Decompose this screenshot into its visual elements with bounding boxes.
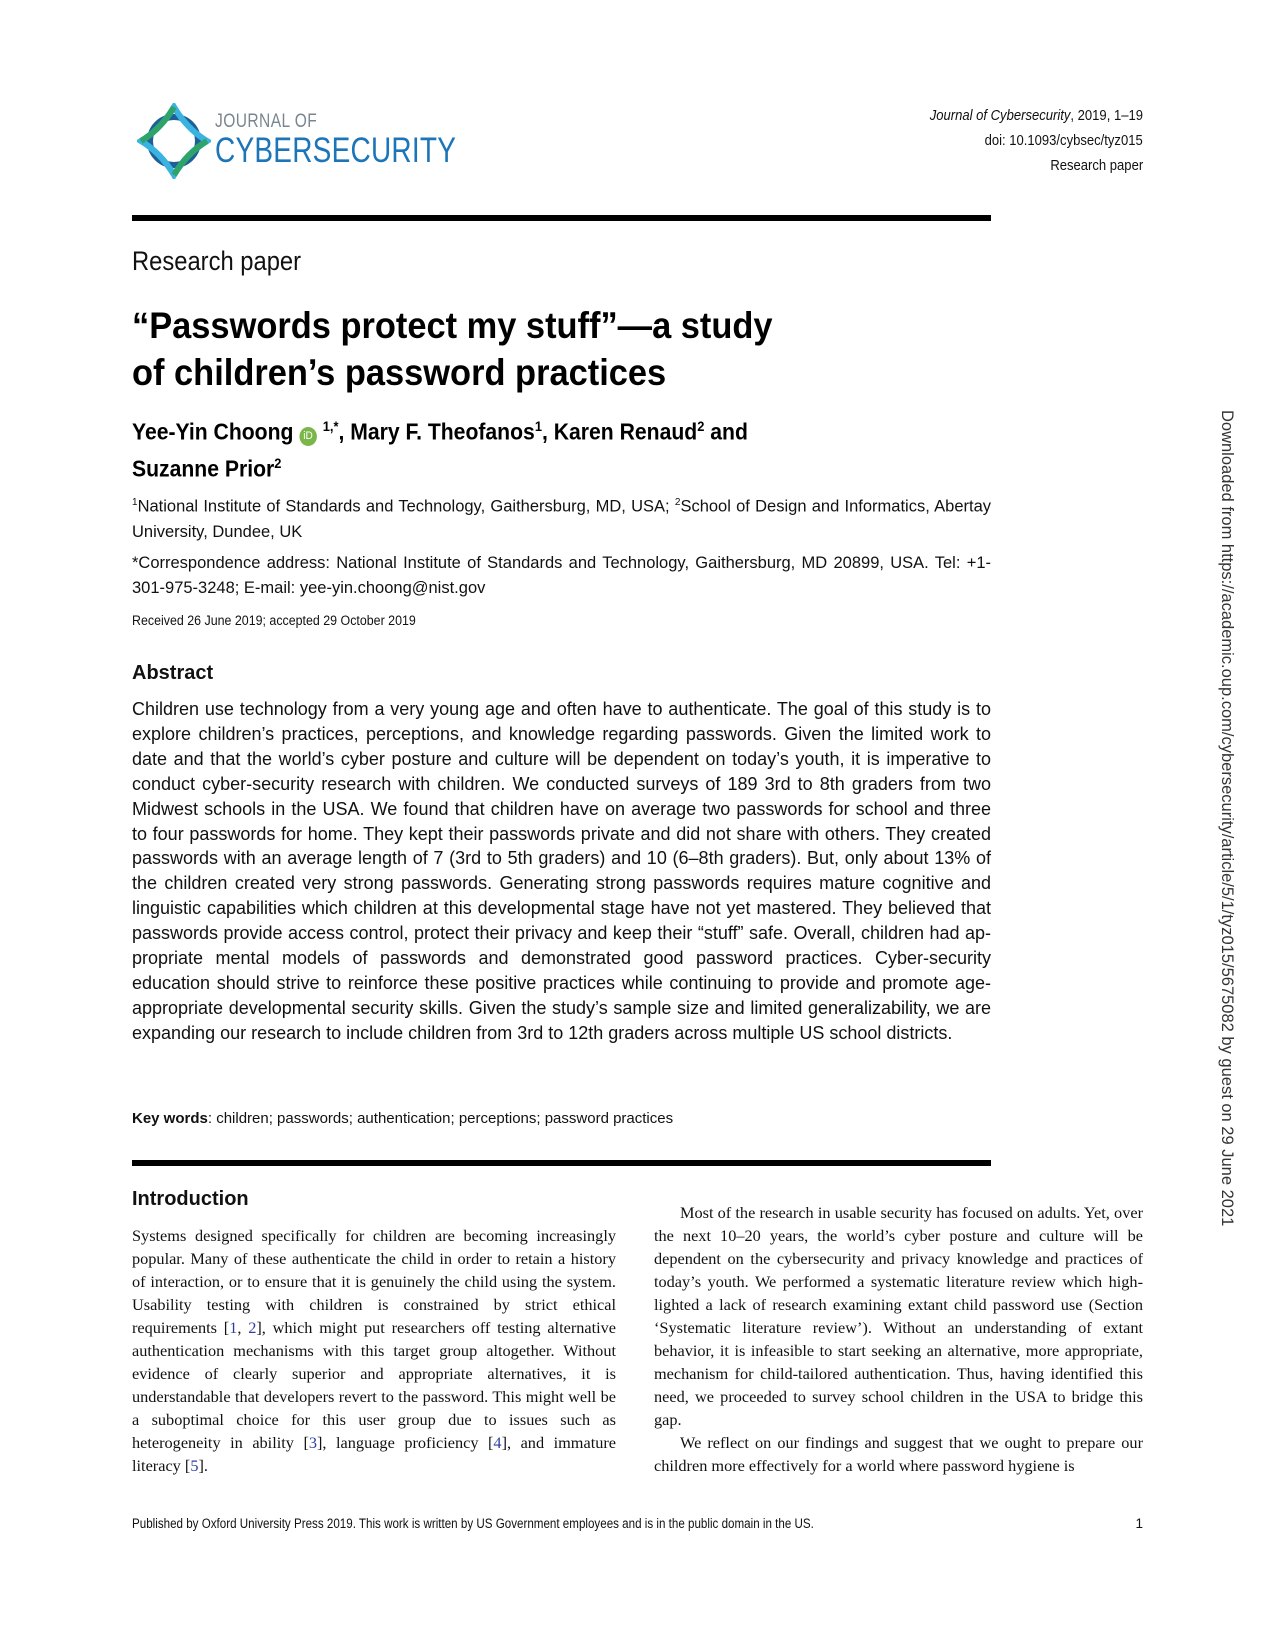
text-run: Systems designed specifically for children are becoming increasingly popular. Many of these authenticate the child in order to retain a history of interaction, or to ensure that it is genuinely the child using the system. Usability testing with children is constrained by strict ethical requirements [ bbox=[132, 1226, 616, 1337]
author-name: Karen Renaud bbox=[553, 418, 698, 445]
intro-paragraph bbox=[132, 1224, 616, 1477]
received-dates: Received 26 June 2019; accepted 29 October 2019 bbox=[132, 613, 416, 628]
orcid-icon[interactable]: iD bbox=[299, 427, 316, 446]
keywords-list: : children; passwords; authentication; perceptions; password practices bbox=[207, 1110, 674, 1127]
affiliations bbox=[132, 490, 991, 545]
download-watermark: Downloaded from https://academic.oup.com/cybersecurity/article/5/1/tyz015/5675082 by guest on 29 June 2021 bbox=[1218, 410, 1236, 1227]
keywords bbox=[132, 1110, 673, 1127]
affiliation-2: School of Design and Informatics, Abertay University, Dundee, UK bbox=[132, 497, 992, 541]
abstract-rule bbox=[132, 1160, 991, 1166]
citation-link[interactable]: 2 bbox=[248, 1318, 257, 1337]
author-name: Mary F. Theofanos bbox=[350, 418, 535, 445]
article-type-header: Research paper bbox=[1050, 158, 1143, 174]
abstract-heading: Abstract bbox=[132, 662, 214, 684]
author-list bbox=[132, 411, 960, 484]
intro-paragraph: Most of the research in usable security has focused on adults. Yet, over the next 10–20 years, the world’s cyber posture and culture will be dependent on the cybersecurity and privacy knowledge and practices of today’s youth. We performed a systematic literature review which high-lighted a lack of research examining extant child password use (Section ‘Systematic literature review’). Without an understanding of extant behavior, it is infeasible to start seeking an alternative, more appropriate, mechanism for child-tailored authentication. Thus, having identified this need, we proceeded to survey school children in the USA to bridge this gap. bbox=[654, 1203, 1143, 1429]
footer-publisher-note: Published by Oxford University Press 2019. This work is written by US Government employees and is in the public domain in the US. bbox=[132, 1516, 814, 1531]
author-and: and bbox=[704, 418, 748, 445]
logo-line1: JOURNAL OF bbox=[215, 111, 318, 132]
doi[interactable]: doi: 10.1093/cybsec/tyz015 bbox=[984, 133, 1143, 149]
author-name: Yee-Yin Choong bbox=[132, 418, 294, 445]
keywords-label: Key words bbox=[132, 1110, 208, 1127]
intro-left-column bbox=[132, 1224, 616, 1477]
intro-right-column bbox=[654, 1201, 1143, 1477]
citation-link[interactable]: 3 bbox=[308, 1433, 318, 1452]
text-run: , bbox=[237, 1318, 249, 1337]
author-sup: 1,* bbox=[322, 418, 339, 434]
affiliation-1: National Institute of Standards and Technology, Gaithersburg, MD, USA; bbox=[137, 497, 675, 516]
affil-sup: 2 bbox=[674, 497, 681, 508]
article-kind: Research paper bbox=[132, 246, 302, 276]
journal-emblem-icon bbox=[137, 103, 211, 179]
text-run: ], which might put researchers off testing alternative authentication mechanisms with this target group altogether. Without evidence of clearly superior and appropriate alternatives, it is understandable that developers revert to the password. This might well be a suboptimal choice for this user group due to issues such as heterogeneity in ability [ bbox=[132, 1318, 617, 1452]
correspondence: *Correspondence address: National Institute of Standards and Technology, Gaithersburg, MD 20899, USA. Tel: +1-301-975-3248; E-mail: yee-yin.choong@nist.gov bbox=[132, 554, 991, 597]
text-run: ], language proficiency [ bbox=[317, 1433, 494, 1452]
article-title bbox=[132, 302, 969, 396]
journal-logo bbox=[137, 103, 457, 179]
citation-link[interactable]: 1 bbox=[229, 1318, 238, 1337]
intro-paragraph: We reflect on our findings and suggest that we ought to prepare our children more effectively for a world where password hygiene is bbox=[654, 1433, 1143, 1475]
author-sep: , bbox=[338, 418, 351, 445]
top-rule bbox=[132, 215, 991, 221]
title-line-2: of children’s password practices bbox=[132, 352, 667, 393]
affil-sup: 1 bbox=[132, 497, 138, 508]
author-sup: 1 bbox=[534, 418, 542, 434]
author-sup: 2 bbox=[274, 454, 282, 471]
page-number: 1 bbox=[1135, 1516, 1143, 1531]
citation-link[interactable]: 4 bbox=[493, 1433, 502, 1452]
citation-link[interactable]: 5 bbox=[190, 1456, 199, 1475]
author-name: Suzanne Prior bbox=[132, 455, 275, 482]
abstract-body: Children use technology from a very young age and often have to authenticate. The goal of this study is to explore children’s practices, perceptions, and knowledge regarding passwords. Given the limited work to date and that the world’s cyber posture and culture will be dependent on today’s youth, it is imperative to conduct cyber-security research with children. We conducted surveys of 189 3rd to 8th graders from two Midwest schools in the USA. We found that children have on average two passwords for school and three to four passwords for home. They kept their passwords private and did not share with others. They created passwords with an average length of 7 (3rd to 5th graders) and 10 (6–8th graders). But, only about 13% of the children created very strong passwords. Generating strong passwords requires mature cognitive and linguistic capabilities which children at this developmental stage have not yet mastered. They believed that passwords provide access control, protect their privacy and keep their “stuff” safe. Overall, children had appropriate mental models of passwords and demonstrated good password practices. Cyber-security education should strive to reinforce these positive practices while continuing to provide and promote age-appropriate developmental security skills. Given the study’s sample size and limited generalizability, we are expanding our research to include children from 3rd to 12th graders across multiple US school districts. bbox=[132, 699, 991, 1043]
journal-citation bbox=[930, 108, 1143, 124]
text-run: ]. bbox=[198, 1456, 208, 1475]
citation-pages: , 2019, 1–19 bbox=[1070, 108, 1143, 124]
journal-name: Journal of Cybersecurity bbox=[929, 108, 1071, 124]
logo-line2: CYBERSECURITY bbox=[215, 131, 457, 170]
introduction-heading: Introduction bbox=[132, 1188, 249, 1210]
author-sep: , bbox=[541, 418, 554, 445]
author-sup: 2 bbox=[697, 418, 705, 434]
text-run: ], and immature literacy [ bbox=[132, 1433, 617, 1475]
title-line-1: “Passwords protect my stuff”—a study bbox=[132, 305, 773, 346]
